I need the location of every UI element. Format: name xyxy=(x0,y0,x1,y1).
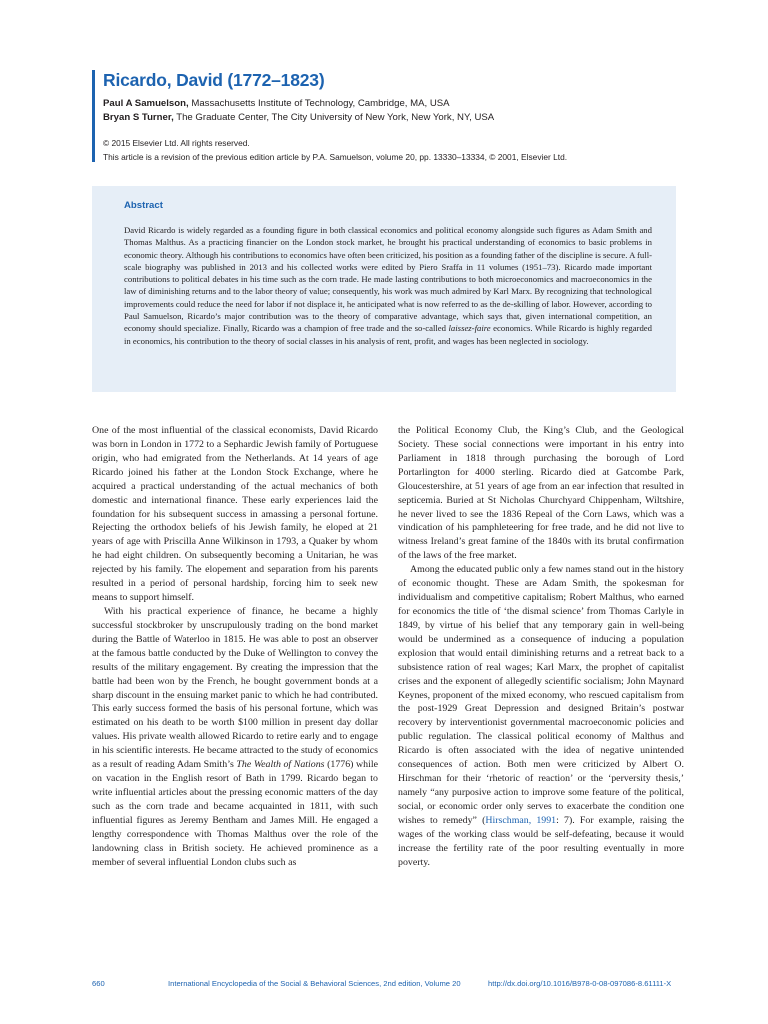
abstract-heading: Abstract xyxy=(124,200,163,211)
page-number: 660 xyxy=(92,979,105,988)
body-paragraph: One of the most influential of the classical economists, David Ricardo was born in London in 1772 to a Sephardic Jewish family of Portuguese origin, who had emigrated from the Netherlands. At 14 years of age Ricardo joined his father at the London Stock Exchange, where he acquired a practical understanding of the actual mechanics of both domestic and international finance. These early experiences laid the foundation for his subsequent success in amassing a personal fortune. Rejecting the orthodox beliefs of his Jewish family, he eloped at 21 years of age with Priscilla Anne Wilkinson in 1793, a Quaker by whom he had eight children. On subsequently becoming a Unitarian, he was rejected by his family. The elopement and separation from his parents resulted in a period of personal hardship, forcing him to seek new means to support himself. xyxy=(92,425,378,604)
body-text-part: Among the educated public only a few names stand out in the history of economic thought. These are Adam Smith, the spokesman for individualism and competitive capitalism; Robert Malthus, who earned for economics the title of ‘the dismal science’ from Thomas Carlyle in 1849, by virtue of his belief that any temporary gain in well-being would be undermined as a consequence of inducing a population explosion that would entail diminishing returns and a retreat back to a subsistence ration of real wages; Karl Marx, the prophet of capitalist crises and the exponent of allegedly scientific socialism; John Maynard Keynes, proponent of the mixed economy, who rescued capitalism from the post-1929 Great Depression and designed Britain’s postwar recovery by interventionist governmental macroeconomic policies and public regulation. The classical political economy of Malthus and Ricardo is often associated with the idea of negative unintended consequences of action. Both men were criticized by Albert O. Hirschman for their ‘rhetoric of reaction’ or the ‘perversity thesis,’ namely “any purposive action to improve some feature of the political, social, or economic order only serves to exacerbate the condition one wishes to remedy” ( xyxy=(398,564,684,826)
author-affiliation: The Graduate Center, The City University of New York, New York, NY, USA xyxy=(173,112,495,123)
revision-note: This article is a revision of the previous edition article by P.A. Samuelson, volume 20, pp. 13330–13334, © 2001, Elsevier Ltd. xyxy=(103,151,568,162)
body-text-part: With his practical experience of finance, he became a highly successful stockbroker by unscrupulously trading on the bond market during the Battle of Waterloo in 1815. He was able to post an observer at the famous battle conducted by the Duke of Wellington to convey the results of the military engagement. By creating the impression that the battle had been won by the French, he bought government bonds at a sharp discount in the ensuing market panic to which he had contributed. This early success formed the basis of his personal fortune, which was estimated on his death to be worth $100 million in present day dollar values. His private wealth allowed Ricardo to retire early and to engage in his scientific interests. He became attracted to the study of economics as a result of reading Adam Smith’s xyxy=(92,605,378,771)
author-name: Bryan S Turner, xyxy=(103,112,174,123)
body-text-part: (1776) while on vacation in the English resort of Bath in 1799. Ricardo began to write influential articles about the pressing economic matters of the day such as the corn trade and became acquainted in 1811, with such influential figures as Jeremy Bentham and James Mill. He engaged a lengthy correspondence with Thomas Malthus over the role of the landowning class in British society. He achieved prominence as a member of several influential London clubs such as xyxy=(92,759,378,868)
abstract-text-part: David Ricardo is widely regarded as a founding figure in both classical economics and political economy alongside such figures as Adam Smith and Thomas Malthus. As a practicing financier on the London stock market, he brought his practical understanding of economics to basic problems in economic theory. Although his contributions to economics have often been criticized, his position as a founding father of the discipline is secure. A full-scale biography was published in 2013 and his collected works were edited by Piero Sraffa in 11 volumes (1951–73). Ricardo made important contributions to political debates in his time such as the corn trade. He made lasting contributions to both microeconomics and macroeconomics in the law of diminishing returns and to the labor theory of value; consequently, his work was much admired by Karl Marx. By recognizing that technological improvements could reduce the need for labor if not displace it, he anticipated what is now referred to as the de-skilling of labor. However, according to Paul Samuelson, Ricardo’s major contribution was to the theory of comparative advantage, which says that, given international competition, an economy should specialize. Finally, Ricardo was a champion of free trade and the so-called xyxy=(124,225,652,334)
abstract-italic-term: laissez-faire xyxy=(448,323,491,334)
title-accent-bar xyxy=(92,70,95,162)
copyright-notice: © 2015 Elsevier Ltd. All rights reserved. xyxy=(103,138,250,148)
author-line xyxy=(103,97,494,111)
doi-link[interactable]: http://dx.doi.org/10.1016/B978-0-08-097086-8.61111-X xyxy=(488,979,672,988)
body-text-part: : 7). For example, raising the wages of the working class would be self-defeating, because it would increase the fertility rate of the poor resulting eventually in more poverty. xyxy=(398,814,684,868)
author-name: Paul A Samuelson, xyxy=(103,98,189,109)
journal-citation: International Encyclopedia of the Social & Behavioral Sciences, 2nd edition, Volume 20 xyxy=(168,979,461,988)
body-paragraph xyxy=(92,605,378,870)
author-line xyxy=(103,111,494,125)
author-list xyxy=(103,97,494,125)
citation-link[interactable]: Hirschman, 1991 xyxy=(485,814,557,826)
author-affiliation: Massachusetts Institute of Technology, Cambridge, MA, USA xyxy=(188,98,450,109)
abstract-text xyxy=(124,224,652,347)
body-column-left xyxy=(92,424,378,870)
article-title: Ricardo, David (1772–1823) xyxy=(103,70,325,90)
body-paragraph xyxy=(398,563,684,869)
body-paragraph: the Political Economy Club, the King’s Club, and the Geological Society. These social connections were important in his entry into Parliament in 1818 through purchasing the borough of Lord Portarlington for 4000 sterling. Ricardo died at Gatcombe Park, Gloucestershire, at 51 years of age from an ear infection that resulted in septicemia. Buried at St Nicholas Churchyard Chippenham, Wiltshire, he never lived to see the 1836 Repeal of the Corn Laws, which was a vindication of his pamphleteering for free trade, and he did not live to witness Ireland’s great famine of the 1840s with its brutal confirmation of the laws of the free market. xyxy=(398,425,684,562)
book-title: The Wealth of Nations xyxy=(236,759,325,771)
body-column-right xyxy=(398,424,684,870)
abstract-text-part: economics. While Ricardo is highly regarded in economics, his contribution to the theory of social classes in his analysis of rent, profit, and wages has been neglected in sociology. xyxy=(124,323,652,346)
copyright-block xyxy=(103,137,567,164)
